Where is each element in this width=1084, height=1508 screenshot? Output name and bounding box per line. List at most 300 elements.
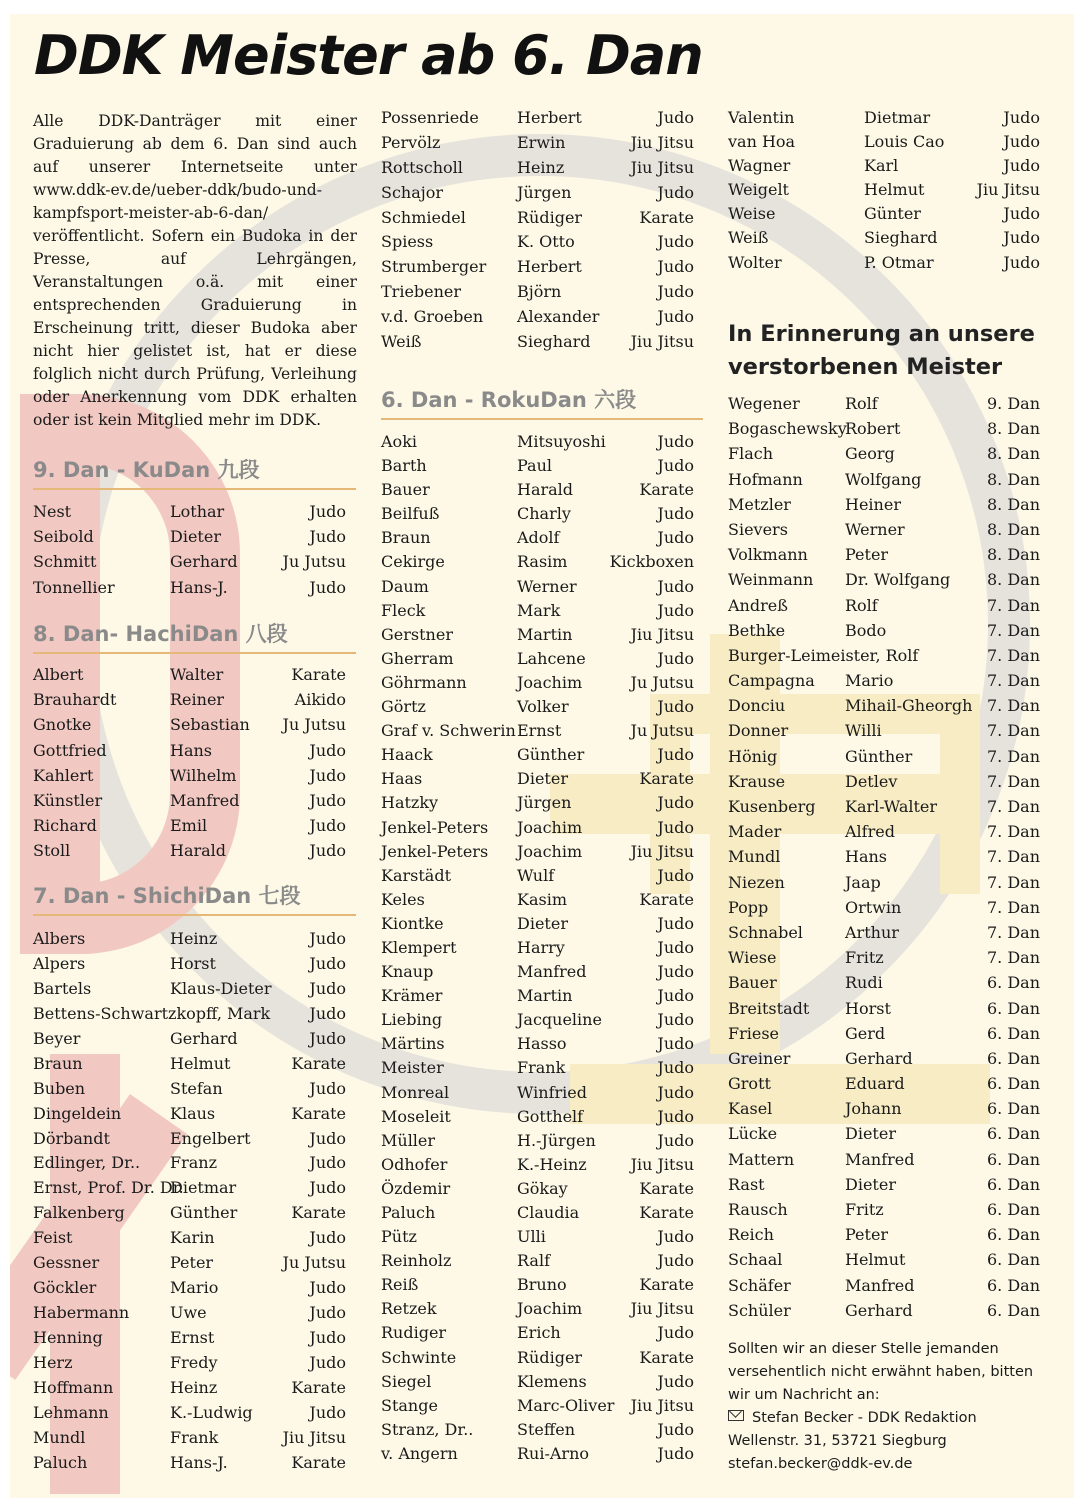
table-row <box>728 621 1040 646</box>
discipline: 7. Dan <box>986 771 1040 791</box>
discipline: Judo <box>657 1443 694 1463</box>
heading-9-dan: 9. Dan - KuDan 九段 <box>33 454 356 490</box>
last-name: Schäfer <box>728 1275 791 1295</box>
first-name: Engelbert <box>170 1128 251 1148</box>
first-name: Joachim <box>517 1299 583 1319</box>
first-name: Ortwin <box>845 897 902 917</box>
table-row <box>381 673 694 697</box>
discipline: Jiu Jitsu <box>630 841 694 861</box>
first-name: Wolfgang <box>845 469 922 489</box>
table-row <box>728 923 1040 948</box>
discipline: Judo <box>309 1278 346 1298</box>
discipline: Judo <box>657 962 694 982</box>
discipline: Judo <box>657 307 694 327</box>
memorial-heading: In Erinnerung an unsere verstorbenen Meister <box>728 321 1035 380</box>
discipline: Judo <box>657 697 694 717</box>
discipline: 6. Dan <box>986 998 1040 1018</box>
last-name: Beyer <box>33 1028 81 1048</box>
last-name: Paluch <box>381 1203 436 1222</box>
list-7-dan-cont-1 <box>381 108 694 357</box>
first-name: Stefan <box>170 1078 223 1098</box>
last-name: Schmiedel <box>381 207 466 227</box>
page <box>10 14 1074 1498</box>
first-name: Frank <box>170 1427 219 1447</box>
first-name: Gökay <box>517 1178 568 1198</box>
discipline: Karate <box>639 480 694 500</box>
last-name: Monreal <box>381 1082 450 1102</box>
first-name: Frank <box>517 1058 566 1078</box>
discipline: 6. Dan <box>986 1023 1040 1043</box>
last-name: Bartels <box>33 978 92 998</box>
last-name: Mattern <box>728 1149 795 1169</box>
table-row <box>381 552 694 576</box>
table-row <box>33 841 346 866</box>
discipline: 7. Dan <box>986 620 1040 640</box>
first-name: Uwe <box>170 1303 207 1323</box>
last-name: Reiß <box>381 1275 419 1295</box>
table-row <box>33 1228 346 1253</box>
first-name: Marc-Oliver <box>517 1395 615 1415</box>
envelope-icon <box>728 1410 744 1421</box>
last-name: van Hoa <box>728 132 796 152</box>
table-row <box>728 495 1040 520</box>
discipline: Judo <box>657 793 694 813</box>
last-name: Kusenberg <box>728 797 816 816</box>
table-row <box>728 1225 1040 1250</box>
discipline: Judo <box>1003 108 1040 127</box>
discipline: Judo <box>657 865 694 885</box>
table-row <box>381 1179 694 1203</box>
first-name: Eduard <box>845 1074 905 1094</box>
discipline: Aikido <box>294 690 346 710</box>
discipline: 8. Dan <box>986 570 1040 590</box>
first-name: Erich <box>517 1323 561 1343</box>
discipline: Judo <box>309 577 346 597</box>
table-row <box>728 1250 1040 1275</box>
discipline: 7. Dan <box>986 922 1040 942</box>
discipline: Jiu Jitsu <box>630 624 694 644</box>
discipline: Jiu Jitsu <box>630 157 694 177</box>
table-row <box>381 282 694 307</box>
last-name: Gottfried <box>33 740 107 760</box>
last-name: Andreß <box>728 595 788 615</box>
table-row <box>33 665 346 690</box>
first-name: Erwin <box>517 132 566 152</box>
table-row <box>33 1278 346 1303</box>
table-row <box>33 578 346 603</box>
table-row <box>381 158 694 183</box>
last-name: Habermann <box>33 1303 130 1323</box>
table-row <box>33 552 346 577</box>
first-name: Dieter <box>845 1174 896 1194</box>
list-8-dan <box>33 665 346 867</box>
table-row <box>381 183 694 208</box>
first-name: Harald <box>170 841 227 861</box>
last-name: Kahlert <box>33 765 94 785</box>
last-name: Kasel <box>728 1099 773 1119</box>
discipline: Jiu Jitsu <box>630 132 694 152</box>
last-name: Mundl <box>728 847 781 867</box>
first-name: P. Otmar <box>864 252 934 272</box>
last-name: Flach <box>728 444 774 464</box>
table-row <box>33 816 346 841</box>
first-name: Günther <box>517 745 585 765</box>
discipline: Judo <box>309 1078 346 1098</box>
last-name: Schaal <box>728 1250 783 1270</box>
last-name: Pervölz <box>381 132 441 152</box>
last-name: Grott <box>728 1074 771 1094</box>
table-row <box>728 999 1040 1024</box>
last-name: Stoll <box>33 841 71 861</box>
contact-note <box>728 1338 1058 1476</box>
heading-8-dan: 8. Dan- HachiDan 八段 <box>33 618 356 654</box>
first-name: Hans-J. <box>170 1452 228 1472</box>
discipline: Judo <box>1003 252 1040 272</box>
table-row <box>381 1155 694 1179</box>
contact-name: Stefan Becker - DDK Redaktion <box>752 1410 977 1426</box>
table-row <box>381 601 694 625</box>
first-name: Manfred <box>170 790 240 810</box>
table-row <box>728 1124 1040 1149</box>
last-name: Edlinger, Dr.. <box>33 1153 141 1173</box>
first-name: Johann <box>845 1099 902 1119</box>
table-row <box>381 133 694 158</box>
table-row <box>728 444 1040 469</box>
discipline: 6. Dan <box>986 1074 1040 1094</box>
discipline: Judo <box>309 740 346 760</box>
table-row <box>728 180 1040 204</box>
discipline: Judo <box>309 953 346 973</box>
table-row <box>33 979 346 1004</box>
table-row <box>33 1004 346 1029</box>
last-name: Wiese <box>728 948 777 968</box>
last-name: Falkenberg <box>33 1203 125 1223</box>
discipline: 7. Dan <box>986 948 1040 968</box>
discipline: Ju Jutsu <box>282 552 346 572</box>
first-name: Rui-Arno <box>517 1443 590 1463</box>
first-name: Ralf <box>517 1251 550 1271</box>
table-row <box>728 847 1040 872</box>
table-row <box>381 1251 694 1275</box>
first-name: Helmut <box>845 1250 906 1270</box>
table-row <box>33 1203 346 1228</box>
first-name: Joachim <box>517 817 583 837</box>
last-name: Siegel <box>381 1371 432 1391</box>
last-name: Weigelt <box>728 180 789 200</box>
first-name: Mihail-Gheorgh <box>845 696 973 716</box>
discipline: 6. Dan <box>986 1048 1040 1068</box>
discipline: Judo <box>1003 132 1040 152</box>
last-name: Valentin <box>728 108 795 127</box>
first-name: Gerhard <box>170 552 238 572</box>
first-name: Martin <box>517 624 573 644</box>
discipline: 6. Dan <box>986 1174 1040 1194</box>
first-name: Bruno <box>517 1275 567 1295</box>
discipline: Ju Jutsu <box>630 721 694 741</box>
first-name: Dr. Wolfgang <box>845 570 951 590</box>
first-name: Alfred <box>845 822 895 842</box>
last-name: Graf v. Schwerin <box>381 721 516 741</box>
discipline: Judo <box>657 913 694 933</box>
last-name: Henning <box>33 1328 103 1347</box>
first-name: Gerhard <box>845 1048 913 1068</box>
table-row <box>33 1079 346 1104</box>
discipline: 9. Dan <box>986 394 1040 413</box>
table-row <box>33 1104 346 1129</box>
table-row <box>33 791 346 816</box>
heading-6-dan: 6. Dan - RokuDan 六段 <box>381 384 703 420</box>
discipline: Karate <box>639 1203 694 1222</box>
discipline: 7. Dan <box>986 645 1040 665</box>
discipline: Judo <box>309 929 346 948</box>
first-name: Hans <box>845 847 888 867</box>
table-row <box>381 1275 694 1299</box>
table-row <box>381 332 694 357</box>
discipline: 7. Dan <box>986 721 1040 741</box>
first-name: Robert <box>845 419 901 439</box>
discipline: Judo <box>309 502 346 521</box>
first-name: Klaus <box>170 1103 216 1123</box>
table-row <box>381 480 694 504</box>
list-7-dan-cont-2 <box>728 108 1040 277</box>
last-name: Mader <box>728 822 782 842</box>
last-name: Müller <box>381 1130 436 1150</box>
first-name: Adolf <box>517 528 560 548</box>
last-name: Popp <box>728 897 769 917</box>
first-name: Winfried <box>517 1082 587 1102</box>
first-name: Herbert <box>517 108 582 127</box>
discipline: Judo <box>657 1058 694 1078</box>
first-name: Heinz <box>170 1377 218 1397</box>
table-row <box>728 1049 1040 1074</box>
discipline: Judo <box>657 182 694 202</box>
discipline: Jiu Jitsu <box>630 332 694 352</box>
table-row <box>728 596 1040 621</box>
table-row <box>33 502 346 527</box>
discipline: Judo <box>309 1153 346 1173</box>
discipline: 7. Dan <box>986 746 1040 766</box>
discipline: Judo <box>657 1034 694 1054</box>
discipline: Karate <box>291 665 346 684</box>
discipline: Judo <box>657 504 694 524</box>
first-name: Dieter <box>517 913 568 933</box>
discipline: 7. Dan <box>986 872 1040 892</box>
first-name: Heinz <box>170 929 218 948</box>
last-name: Greiner <box>728 1048 791 1068</box>
table-row <box>33 1328 346 1353</box>
last-name: Lehmann <box>33 1402 109 1422</box>
last-name: Schmitt <box>33 552 97 572</box>
contact-address: Wellenstr. 31, 53721 Siegburg <box>728 1433 947 1449</box>
last-name: Liebing <box>381 1010 443 1030</box>
discipline: Judo <box>657 937 694 957</box>
last-name: Mundl <box>33 1427 86 1447</box>
table-row <box>728 1301 1040 1326</box>
table-row <box>33 1178 346 1203</box>
table-row <box>381 625 694 649</box>
first-name: Rüdiger <box>517 1347 583 1367</box>
last-name: Bettens-Schwartzkopff, Mark <box>33 1003 271 1023</box>
table-row <box>33 1054 346 1079</box>
first-name: Klaus-Dieter <box>170 978 272 998</box>
table-row <box>728 973 1040 998</box>
first-name: Rolf <box>845 595 878 615</box>
first-name: Sieghard <box>864 228 938 248</box>
list-9-dan <box>33 502 346 603</box>
discipline: Judo <box>309 1128 346 1148</box>
last-name: Reich <box>728 1225 774 1245</box>
last-name: Nest <box>33 502 72 521</box>
table-row <box>381 890 694 914</box>
last-name: Alpers <box>33 953 86 973</box>
table-row <box>33 527 346 552</box>
discipline: 8. Dan <box>986 519 1040 539</box>
last-name: Haas <box>381 769 423 789</box>
first-name: Günter <box>864 204 921 224</box>
discipline: 7. Dan <box>986 897 1040 917</box>
discipline: Ju Jutsu <box>282 1253 346 1273</box>
last-name: Keles <box>381 889 425 909</box>
last-name: Ernst, Prof. Dr. Dr. <box>33 1178 184 1198</box>
first-name: Jürgen <box>517 793 572 813</box>
discipline: Kickboxen <box>609 552 694 572</box>
discipline: Judo <box>657 1251 694 1271</box>
table-row <box>728 394 1040 419</box>
discipline: Judo <box>309 765 346 785</box>
table-row <box>33 1029 346 1054</box>
table-row <box>33 1303 346 1328</box>
table-row <box>381 208 694 233</box>
last-name: Jenkel-Peters <box>381 841 489 861</box>
discipline: 7. Dan <box>986 696 1040 716</box>
discipline: Jiu Jitsu <box>630 1395 694 1415</box>
last-name: Özdemir <box>381 1178 451 1198</box>
last-name: Dörbandt <box>33 1128 110 1148</box>
last-name: Schnabel <box>728 922 803 942</box>
last-name: Bogaschewsky <box>728 419 847 439</box>
last-name: Braun <box>33 1053 83 1073</box>
last-name: Klempert <box>381 937 457 957</box>
last-name: Retzek <box>381 1299 437 1319</box>
table-row <box>728 1150 1040 1175</box>
discipline: Judo <box>657 1371 694 1391</box>
first-name: Horst <box>170 953 216 973</box>
table-row <box>33 1403 346 1428</box>
last-name: Rudiger <box>381 1323 447 1343</box>
discipline: 6. Dan <box>986 1149 1040 1169</box>
discipline: Judo <box>1003 228 1040 248</box>
first-name: Detlev <box>845 771 898 791</box>
last-name: Wegener <box>728 394 800 413</box>
last-name: Albers <box>33 929 86 948</box>
discipline: Judo <box>309 841 346 861</box>
discipline: Karate <box>291 1203 346 1223</box>
table-row <box>381 1420 694 1444</box>
table-row <box>33 1253 346 1278</box>
discipline: 8. Dan <box>986 419 1040 439</box>
discipline: 7. Dan <box>986 797 1040 816</box>
last-name: Stranz, Dr.. <box>381 1419 474 1439</box>
last-name: Friese <box>728 1023 780 1043</box>
last-name: Beilfuß <box>381 504 440 524</box>
page-title: DDK Meister ab 6. Dan <box>34 24 703 87</box>
last-name: Spiess <box>381 232 434 252</box>
table-row <box>33 1378 346 1403</box>
discipline: Ju Jutsu <box>630 672 694 692</box>
discipline: Judo <box>657 528 694 548</box>
table-row <box>728 772 1040 797</box>
first-name: Bodo <box>845 620 887 640</box>
first-name: Hasso <box>517 1034 567 1054</box>
first-name: Rasim <box>517 552 568 572</box>
discipline: 8. Dan <box>986 545 1040 565</box>
table-row <box>728 797 1040 822</box>
first-name: Fritz <box>845 1200 884 1219</box>
first-name: K. Otto <box>517 232 575 252</box>
discipline: Karate <box>639 207 694 227</box>
first-name: Manfred <box>517 962 587 982</box>
first-name: Gerd <box>845 1023 886 1043</box>
discipline: Karate <box>291 1103 346 1123</box>
first-name: Charly <box>517 504 571 524</box>
contact-email[interactable]: stefan.becker@ddk-ev.de <box>728 1456 913 1472</box>
table-row <box>381 257 694 282</box>
table-row <box>728 696 1040 721</box>
last-name: Feist <box>33 1228 73 1248</box>
discipline: Judo <box>657 600 694 620</box>
discipline: Judo <box>657 986 694 1006</box>
last-name: Campagna <box>728 671 815 691</box>
table-row <box>381 1034 694 1058</box>
last-name: Burger-Leimeister, Rolf <box>728 645 919 665</box>
last-name: Hönig <box>728 746 778 766</box>
first-name: Franz <box>170 1153 218 1173</box>
table-row <box>381 1444 694 1468</box>
last-name: Barth <box>381 456 427 476</box>
discipline: Jiu Jitsu <box>282 1427 346 1447</box>
table-row <box>728 419 1040 444</box>
first-name: Mitsuyoshi <box>517 432 606 451</box>
last-name: v.d. Groeben <box>381 307 484 327</box>
last-name: Moseleit <box>381 1106 451 1126</box>
discipline: 6. Dan <box>986 1225 1040 1245</box>
table-row <box>381 1396 694 1420</box>
last-name: Schajor <box>381 182 444 202</box>
first-name: Werner <box>517 576 577 596</box>
first-name: Rüdiger <box>517 207 583 227</box>
last-name: Schüler <box>728 1300 791 1320</box>
table-row <box>728 470 1040 495</box>
table-row <box>33 690 346 715</box>
discipline: Judo <box>309 1003 346 1023</box>
first-name: Sieghard <box>517 332 591 352</box>
discipline: Jiu Jitsu <box>976 180 1040 200</box>
discipline: Judo <box>1003 156 1040 176</box>
table-row <box>728 1099 1040 1124</box>
table-row <box>728 570 1040 595</box>
discipline: 8. Dan <box>986 494 1040 514</box>
table-row <box>381 938 694 962</box>
table-row <box>728 671 1040 696</box>
list-7-dan <box>33 929 346 1478</box>
table-row <box>728 1074 1040 1099</box>
first-name: Ernst <box>517 721 562 741</box>
first-name: Volker <box>517 697 569 717</box>
first-name: Jacqueline <box>517 1010 602 1030</box>
first-name: Lahcene <box>517 648 586 668</box>
discipline: Judo <box>309 1328 346 1347</box>
last-name: Volkmann <box>728 545 808 565</box>
